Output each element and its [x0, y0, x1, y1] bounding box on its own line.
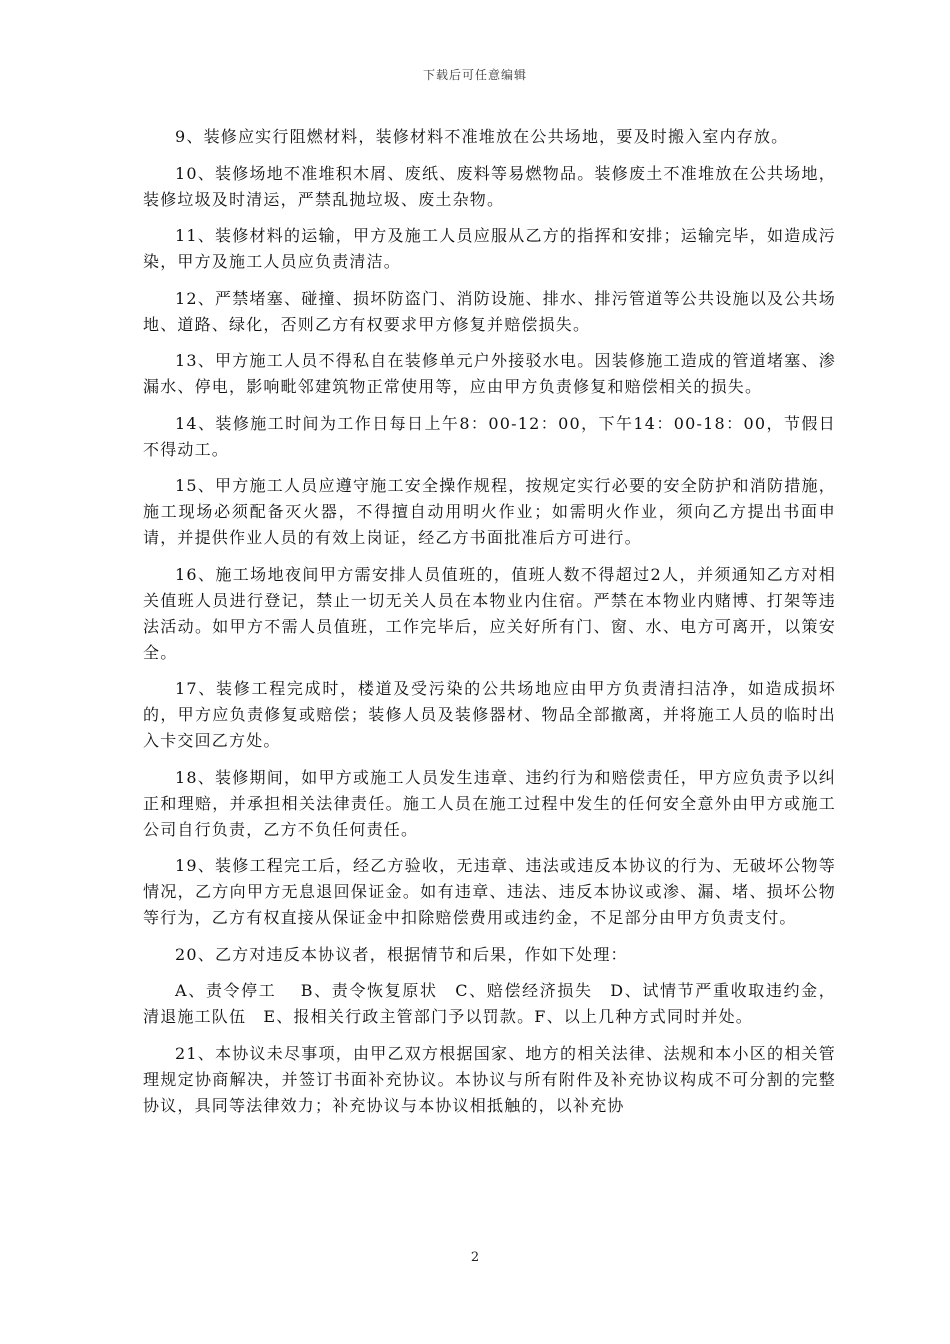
- clause-13: 13、甲方施工人员不得私自在装修单元户外接驳水电。因装修施工造成的管道堵塞、渗漏水、停电，影响毗邻建筑物正常使用等，应由甲方负责修复和赔偿相关的损失。: [143, 351, 836, 396]
- clause-15: 15、甲方施工人员应遵守施工安全操作规程，按规定实行必要的安全防护和消防措施，施工现场必须配备灭火器，不得擅自动用明火作业；如需明火作业，须向乙方提出书面申请，并提供作业人员的有效上岗证，经乙方书面批准后方可进行。: [143, 476, 836, 547]
- document-body: [143, 124, 836, 1129]
- clause-18: 18、装修期间，如甲方或施工人员发生违章、违约行为和赔偿责任，甲方应负责予以纠正和理赔，并承担相关法律责任。施工人员在施工过程中发生的任何安全意外由甲方或施工公司自行负责，乙方不负任何责任。: [143, 767, 836, 839]
- clause-16: 16、施工场地夜间甲方需安排人员值班的，值班人数不得超过2人，并须通知乙方对相关值班人员进行登记，禁止一切无关人员在本物业内住宿。严禁在本物业内赌博、打架等违法活动。如甲方不需人员值班，工作完毕后，应关好所有门、窗、水、电方可离开，以策安全。: [143, 564, 836, 662]
- clause-20: 20、乙方对违反本协议者，根据情节和后果，作如下处理：: [175, 944, 628, 964]
- clause-17: 17、装修工程完成时，楼道及受污染的公共场地应由甲方负责清扫洁净，如造成损坏的，甲方应负责修复或赔偿；装修人员及装修器材、物品全部撤离，并将施工人员的临时出入卡交回乙方处。: [143, 679, 836, 750]
- clause-19: 19、装修工程完工后，经乙方验收，无违章、违法或违反本协议的行为、无破坏公物等情况，乙方向甲方无息退回保证金。如有违章、违法、违反本协议或渗、漏、堵、损坏公物等行为，乙方有权直接从保证金中扣除赔偿费用或违约金，不足部分由甲方负责支付。: [143, 856, 836, 927]
- clause-21: 21、本协议未尽事项，由甲乙双方根据国家、地方的相关法律、法规和本小区的相关管理规定协商解决，并签订书面补充协议。本协议与所有附件及补充协议构成不可分割的完整协议，具同等法律效力；补充协议与本协议相抵触的，以补充协: [143, 1043, 836, 1115]
- clause-11: 11、装修材料的运输，甲方及施工人员应服从乙方的指挥和安排；运输完毕，如造成污染，甲方及施工人员应负责清洁。: [143, 226, 836, 271]
- clause-20-options: A、责令停工 B、责令恢复原状 C、赔偿经济损失 D、试情节严重收取违约金，清退施工队伍 E、报相关行政主管部门予以罚款。F、以上几种方式同时并处。: [143, 981, 836, 1026]
- page-number: 2: [470, 1250, 480, 1265]
- page-header: 下载后可任意编辑: [422, 68, 527, 82]
- clause-9: 9、装修应实行阻燃材料，装修材料不准堆放在公共场地，要及时搬入室内存放。: [175, 127, 789, 146]
- clause-10: 10、装修场地不准堆积木屑、废纸、废料等易燃物品。装修废土不准堆放在公共场地，装修垃圾及时清运，严禁乱抛垃圾、废土杂物。: [143, 163, 836, 209]
- clause-12: 12、严禁堵塞、碰撞、损坏防盗门、消防设施、排水、排污管道等公共设施以及公共场地、道路、绿化，否则乙方有权要求甲方修复并赔偿损失。: [143, 288, 836, 334]
- clause-14: 14、装修施工时间为工作日每日上午8：00-12：00，下午14：00-18：00，节假日不得动工。: [143, 413, 836, 459]
